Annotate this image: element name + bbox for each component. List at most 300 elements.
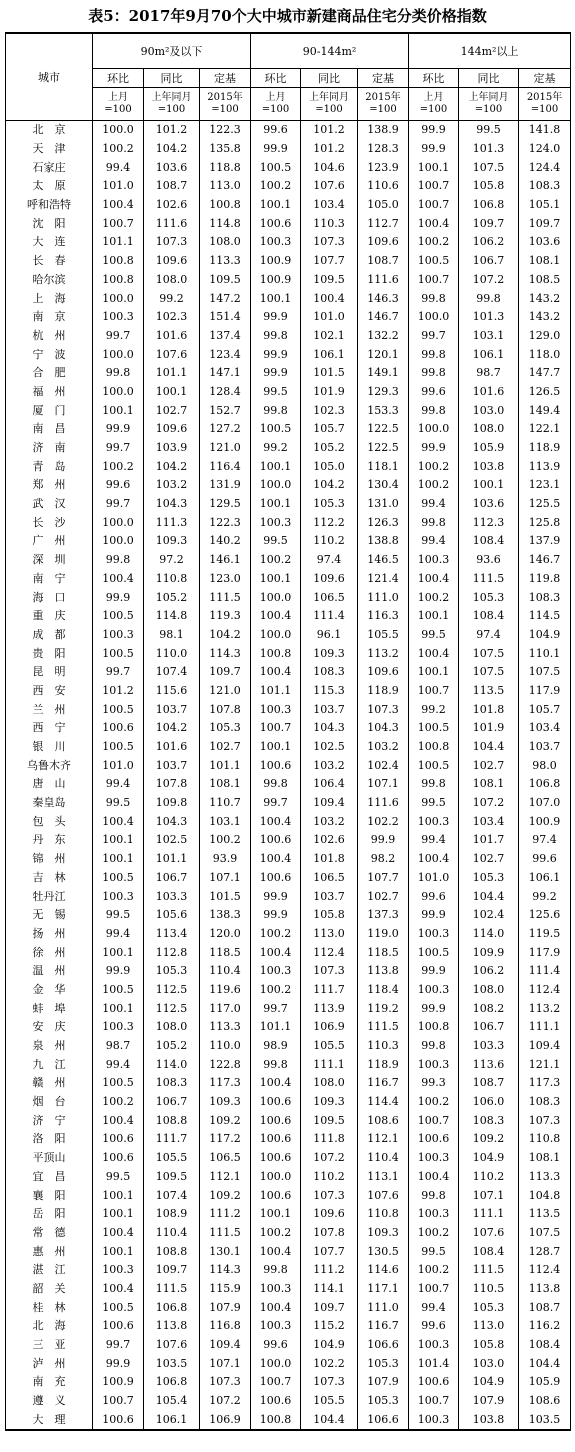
cell-medium-mom: 100.6 xyxy=(251,1186,301,1205)
cell-large-yoy: 106.7 xyxy=(459,252,519,271)
cell-large-yoy: 97.4 xyxy=(459,626,519,645)
table-row xyxy=(6,457,571,476)
cell-medium-base: 137.3 xyxy=(358,906,409,925)
cell-city: 南 宁 xyxy=(6,570,93,589)
cell-large-base: 118.9 xyxy=(519,439,571,458)
cell-large-base: 146.7 xyxy=(519,551,571,570)
cell-large-base: 109.4 xyxy=(519,1037,571,1056)
cell-medium-mom: 100.1 xyxy=(251,457,301,476)
cell-small-base: 107.9 xyxy=(200,1298,251,1317)
cell-small-yoy: 103.6 xyxy=(144,158,200,177)
cell-medium-base: 105.3 xyxy=(358,1354,409,1373)
cell-city: 南 昌 xyxy=(6,420,93,439)
cell-city: 厦 门 xyxy=(6,401,93,420)
cell-large-mom: 100.3 xyxy=(409,1055,459,1074)
cell-medium-base: 109.3 xyxy=(358,1224,409,1243)
cell-small-base: 138.3 xyxy=(200,906,251,925)
cell-medium-mom: 100.3 xyxy=(251,233,301,252)
cell-medium-yoy: 107.7 xyxy=(301,1242,358,1261)
cell-small-base: 110.7 xyxy=(200,794,251,813)
cell-medium-base: 107.6 xyxy=(358,1186,409,1205)
cell-small-yoy: 101.1 xyxy=(144,850,200,869)
cell-medium-mom: 100.0 xyxy=(251,1354,301,1373)
cell-large-yoy: 99.8 xyxy=(459,289,519,308)
cell-large-base: 114.5 xyxy=(519,607,571,626)
cell-small-yoy: 111.3 xyxy=(144,513,200,532)
cell-medium-base: 98.2 xyxy=(358,850,409,869)
cell-small-mom: 100.9 xyxy=(93,1373,144,1392)
cell-medium-yoy: 112.2 xyxy=(301,513,358,532)
table-row xyxy=(6,943,571,962)
cell-small-base: 110.4 xyxy=(200,962,251,981)
cell-medium-base: 146.5 xyxy=(358,551,409,570)
cell-large-yoy: 107.5 xyxy=(459,644,519,663)
base-header-line: 上年同月 xyxy=(309,92,350,103)
table-row xyxy=(6,962,571,981)
cell-large-yoy: 113.5 xyxy=(459,682,519,701)
cell-medium-mom: 98.9 xyxy=(251,1037,301,1056)
cell-small-yoy: 97.2 xyxy=(144,551,200,570)
cell-city: 哈尔滨 xyxy=(6,271,93,290)
cell-medium-yoy: 107.2 xyxy=(301,1149,358,1168)
cell-large-base: 137.9 xyxy=(519,532,571,551)
sub-header-fixed-base: 定基 xyxy=(519,69,571,88)
cell-city: 长 沙 xyxy=(6,513,93,532)
cell-medium-yoy: 104.6 xyxy=(301,158,358,177)
cell-small-mom: 100.5 xyxy=(93,644,144,663)
cell-city: 南 京 xyxy=(6,308,93,327)
cell-small-yoy: 103.3 xyxy=(144,887,200,906)
cell-large-mom: 99.4 xyxy=(409,532,459,551)
base-header-last-month xyxy=(251,88,301,121)
cell-small-yoy: 109.3 xyxy=(144,532,200,551)
cell-large-yoy: 109.7 xyxy=(459,214,519,233)
cell-city: 锦 州 xyxy=(6,850,93,869)
cell-small-base: 101.5 xyxy=(200,887,251,906)
cell-medium-yoy: 108.3 xyxy=(301,663,358,682)
cell-medium-yoy: 105.8 xyxy=(301,906,358,925)
table-row xyxy=(6,925,571,944)
cell-medium-mom: 99.8 xyxy=(251,401,301,420)
cell-medium-yoy: 101.2 xyxy=(301,140,358,159)
sub-header-yoy: 同比 xyxy=(144,69,200,88)
cell-large-yoy: 98.7 xyxy=(459,364,519,383)
cell-medium-mom: 99.8 xyxy=(251,1261,301,1280)
cell-small-mom: 100.3 xyxy=(93,1261,144,1280)
cell-small-yoy: 111.5 xyxy=(144,1280,200,1299)
cell-small-mom: 100.1 xyxy=(93,943,144,962)
cell-medium-mom: 100.4 xyxy=(251,663,301,682)
table-row xyxy=(6,756,571,775)
cell-large-base: 143.2 xyxy=(519,289,571,308)
cell-small-mom: 100.2 xyxy=(93,140,144,159)
cell-large-yoy: 103.0 xyxy=(459,401,519,420)
cell-small-base: 103.1 xyxy=(200,812,251,831)
cell-large-base: 108.3 xyxy=(519,177,571,196)
cell-medium-mom: 100.7 xyxy=(251,1373,301,1392)
cell-large-yoy: 108.2 xyxy=(459,999,519,1018)
cell-small-base: 106.9 xyxy=(200,1410,251,1430)
cell-medium-mom: 100.1 xyxy=(251,495,301,514)
cell-small-yoy: 104.3 xyxy=(144,495,200,514)
cell-large-base: 105.7 xyxy=(519,700,571,719)
cell-small-yoy: 104.2 xyxy=(144,719,200,738)
cell-medium-mom: 100.1 xyxy=(251,196,301,215)
cell-large-mom: 100.2 xyxy=(409,233,459,252)
cell-medium-yoy: 108.0 xyxy=(301,1074,358,1093)
cell-medium-base: 122.5 xyxy=(358,420,409,439)
cell-city: 宁 波 xyxy=(6,345,93,364)
cell-small-yoy: 112.5 xyxy=(144,981,200,1000)
base-header-line: 上年同月 xyxy=(468,92,509,103)
cell-medium-base: 130.5 xyxy=(358,1242,409,1261)
cell-large-mom: 100.1 xyxy=(409,607,459,626)
cell-large-mom: 100.7 xyxy=(409,1111,459,1130)
cell-small-base: 107.2 xyxy=(200,1392,251,1411)
cell-medium-base: 102.7 xyxy=(358,887,409,906)
cell-large-mom: 100.3 xyxy=(409,1205,459,1224)
table-row xyxy=(6,570,571,589)
cell-large-yoy: 106.8 xyxy=(459,196,519,215)
cell-city: 遵 义 xyxy=(6,1392,93,1411)
cell-medium-mom: 100.6 xyxy=(251,1149,301,1168)
cell-large-yoy: 106.1 xyxy=(459,345,519,364)
cell-large-mom: 100.2 xyxy=(409,1093,459,1112)
cell-medium-yoy: 109.7 xyxy=(301,1298,358,1317)
cell-large-base: 99.6 xyxy=(519,850,571,869)
cell-medium-mom: 99.6 xyxy=(251,121,301,140)
cell-large-mom: 99.8 xyxy=(409,289,459,308)
cell-small-base: 100.8 xyxy=(200,196,251,215)
cell-large-mom: 100.8 xyxy=(409,1018,459,1037)
cell-large-base: 97.4 xyxy=(519,831,571,850)
cell-small-yoy: 105.5 xyxy=(144,1149,200,1168)
table-row xyxy=(6,1261,571,1280)
table-row xyxy=(6,327,571,346)
cell-large-yoy: 108.1 xyxy=(459,775,519,794)
cell-small-mom: 100.8 xyxy=(93,252,144,271)
cell-large-base: 118.0 xyxy=(519,345,571,364)
table-row xyxy=(6,1373,571,1392)
cell-city: 沈 阳 xyxy=(6,214,93,233)
cell-small-yoy: 109.6 xyxy=(144,252,200,271)
cell-medium-yoy: 104.9 xyxy=(301,1336,358,1355)
cell-small-mom: 99.4 xyxy=(93,1055,144,1074)
cell-small-yoy: 103.5 xyxy=(144,1354,200,1373)
cell-medium-yoy: 110.3 xyxy=(301,214,358,233)
cell-medium-mom: 100.4 xyxy=(251,850,301,869)
table-row xyxy=(6,1317,571,1336)
cell-small-base: 130.1 xyxy=(200,1242,251,1261)
table-row xyxy=(6,1130,571,1149)
base-header-last-year xyxy=(459,88,519,121)
cell-small-mom: 100.5 xyxy=(93,1074,144,1093)
table-row xyxy=(6,1186,571,1205)
cell-medium-yoy: 96.1 xyxy=(301,626,358,645)
cell-city: 重 庆 xyxy=(6,607,93,626)
cell-large-base: 123.1 xyxy=(519,476,571,495)
cell-medium-mom: 100.4 xyxy=(251,1298,301,1317)
cell-large-mom: 100.3 xyxy=(409,551,459,570)
cell-large-yoy: 99.5 xyxy=(459,121,519,140)
cell-small-mom: 99.7 xyxy=(93,1336,144,1355)
cell-small-yoy: 104.3 xyxy=(144,812,200,831)
cell-medium-base: 118.5 xyxy=(358,943,409,962)
cell-medium-yoy: 105.3 xyxy=(301,495,358,514)
cell-small-mom: 98.7 xyxy=(93,1037,144,1056)
cell-large-mom: 99.3 xyxy=(409,1074,459,1093)
cell-city: 三 亚 xyxy=(6,1336,93,1355)
cell-small-yoy: 110.8 xyxy=(144,570,200,589)
cell-medium-base: 107.7 xyxy=(358,869,409,888)
table-title: 表5：2017年9月70个大中城市新建商品住宅分类价格指数 xyxy=(88,7,487,25)
cell-large-mom: 100.6 xyxy=(409,1373,459,1392)
cell-small-yoy: 111.6 xyxy=(144,214,200,233)
cell-medium-yoy: 113.0 xyxy=(301,925,358,944)
cell-large-mom: 99.6 xyxy=(409,383,459,402)
cell-small-base: 140.2 xyxy=(200,532,251,551)
cell-medium-base: 116.3 xyxy=(358,607,409,626)
cell-large-mom: 99.9 xyxy=(409,121,459,140)
cell-medium-mom: 100.4 xyxy=(251,943,301,962)
cell-small-mom: 100.6 xyxy=(93,1130,144,1149)
cell-large-yoy: 102.4 xyxy=(459,906,519,925)
cell-medium-yoy: 109.5 xyxy=(301,1111,358,1130)
group-header-medium: 90-144m² xyxy=(251,33,409,69)
cell-large-base: 116.2 xyxy=(519,1317,571,1336)
cell-small-mom: 100.2 xyxy=(93,1093,144,1112)
base-header-line: 2015年 xyxy=(207,92,243,103)
cell-city: 天 津 xyxy=(6,140,93,159)
cell-large-base: 128.7 xyxy=(519,1242,571,1261)
sub-header-mom: 环比 xyxy=(93,69,144,88)
cell-medium-base: 110.6 xyxy=(358,177,409,196)
cell-small-mom: 100.5 xyxy=(93,1298,144,1317)
base-header-line: =100 xyxy=(315,104,343,115)
cell-small-mom: 99.7 xyxy=(93,495,144,514)
cell-city: 青 岛 xyxy=(6,457,93,476)
cell-small-mom: 99.9 xyxy=(93,588,144,607)
cell-large-mom: 100.2 xyxy=(409,588,459,607)
cell-medium-yoy: 101.8 xyxy=(301,850,358,869)
cell-large-yoy: 106.0 xyxy=(459,1093,519,1112)
cell-large-base: 103.7 xyxy=(519,738,571,757)
cell-large-yoy: 106.2 xyxy=(459,233,519,252)
cell-small-mom: 100.4 xyxy=(93,1280,144,1299)
cell-small-yoy: 102.3 xyxy=(144,308,200,327)
cell-large-yoy: 114.0 xyxy=(459,925,519,944)
cell-small-mom: 100.5 xyxy=(93,981,144,1000)
cell-large-mom: 100.3 xyxy=(409,1336,459,1355)
cell-large-yoy: 101.8 xyxy=(459,700,519,719)
cell-medium-yoy: 109.4 xyxy=(301,794,358,813)
table-row xyxy=(6,1392,571,1411)
cell-medium-mom: 100.9 xyxy=(251,252,301,271)
cell-medium-mom: 100.0 xyxy=(251,476,301,495)
cell-small-mom: 99.7 xyxy=(93,327,144,346)
cell-medium-yoy: 97.4 xyxy=(301,551,358,570)
table-row xyxy=(6,700,571,719)
cell-large-mom: 99.5 xyxy=(409,626,459,645)
cell-medium-yoy: 115.2 xyxy=(301,1317,358,1336)
cell-small-base: 114.3 xyxy=(200,1261,251,1280)
cell-large-base: 100.9 xyxy=(519,812,571,831)
cell-large-base: 103.4 xyxy=(519,719,571,738)
base-header-line: =100 xyxy=(157,104,186,115)
cell-small-base: 118.5 xyxy=(200,943,251,962)
cell-large-mom: 100.7 xyxy=(409,196,459,215)
cell-large-base: 125.8 xyxy=(519,513,571,532)
cell-large-yoy: 107.2 xyxy=(459,794,519,813)
base-header-line: =100 xyxy=(104,104,132,115)
cell-large-mom: 100.0 xyxy=(409,308,459,327)
cell-large-yoy: 110.2 xyxy=(459,1168,519,1187)
cell-small-mom: 99.9 xyxy=(93,420,144,439)
table-row xyxy=(6,775,571,794)
base-header-last-month xyxy=(93,88,144,121)
cell-large-yoy: 105.9 xyxy=(459,439,519,458)
cell-medium-yoy: 105.0 xyxy=(301,457,358,476)
cell-city: 蚌 埠 xyxy=(6,999,93,1018)
base-header-line: 上年同月 xyxy=(151,92,192,103)
table-row xyxy=(6,532,571,551)
base-header-last-month xyxy=(409,88,459,121)
cell-large-base: 119.5 xyxy=(519,925,571,944)
cell-city: 惠 州 xyxy=(6,1242,93,1261)
cell-large-base: 108.7 xyxy=(519,1298,571,1317)
cell-medium-base: 112.1 xyxy=(358,1130,409,1149)
cell-medium-mom: 100.1 xyxy=(251,570,301,589)
cell-small-yoy: 105.6 xyxy=(144,906,200,925)
cell-large-base: 106.8 xyxy=(519,775,571,794)
cell-large-yoy: 100.1 xyxy=(459,476,519,495)
cell-medium-yoy: 111.7 xyxy=(301,981,358,1000)
table-row xyxy=(6,1018,571,1037)
table-row xyxy=(6,495,571,514)
table-row xyxy=(6,401,571,420)
cell-small-mom: 100.1 xyxy=(93,999,144,1018)
cell-medium-base: 123.9 xyxy=(358,158,409,177)
cell-medium-mom: 99.9 xyxy=(251,364,301,383)
cell-small-mom: 101.0 xyxy=(93,177,144,196)
cell-medium-mom: 100.2 xyxy=(251,981,301,1000)
cell-small-base: 113.3 xyxy=(200,1018,251,1037)
cell-medium-base: 103.2 xyxy=(358,738,409,757)
cell-medium-base: 110.8 xyxy=(358,1205,409,1224)
cell-large-base: 117.9 xyxy=(519,682,571,701)
table-row xyxy=(6,626,571,645)
cell-small-yoy: 101.6 xyxy=(144,738,200,757)
cell-medium-mom: 100.4 xyxy=(251,1074,301,1093)
cell-medium-base: 105.0 xyxy=(358,196,409,215)
cell-medium-base: 117.1 xyxy=(358,1280,409,1299)
cell-city: 兰 州 xyxy=(6,700,93,719)
cell-medium-yoy: 107.3 xyxy=(301,1373,358,1392)
cell-medium-base: 114.6 xyxy=(358,1261,409,1280)
cell-small-yoy: 114.8 xyxy=(144,607,200,626)
cell-small-mom: 100.0 xyxy=(93,513,144,532)
cell-medium-base: 105.5 xyxy=(358,626,409,645)
cell-medium-base: 111.6 xyxy=(358,271,409,290)
cell-large-mom: 100.1 xyxy=(409,663,459,682)
cell-medium-base: 130.4 xyxy=(358,476,409,495)
cell-large-mom: 99.8 xyxy=(409,345,459,364)
table-row xyxy=(6,476,571,495)
table-row xyxy=(6,383,571,402)
cell-small-base: 107.8 xyxy=(200,700,251,719)
cell-medium-yoy: 113.9 xyxy=(301,999,358,1018)
cell-medium-yoy: 112.4 xyxy=(301,943,358,962)
table-row xyxy=(6,1055,571,1074)
cell-small-base: 111.2 xyxy=(200,1205,251,1224)
table-row xyxy=(6,719,571,738)
cell-small-base: 117.3 xyxy=(200,1074,251,1093)
cell-medium-yoy: 109.6 xyxy=(301,1205,358,1224)
cell-city: 吉 林 xyxy=(6,869,93,888)
cell-small-base: 151.4 xyxy=(200,308,251,327)
cell-small-base: 121.0 xyxy=(200,439,251,458)
cell-large-base: 143.2 xyxy=(519,308,571,327)
cell-medium-mom: 99.9 xyxy=(251,887,301,906)
cell-city: 乌鲁木齐 xyxy=(6,756,93,775)
cell-medium-mom: 100.6 xyxy=(251,1392,301,1411)
cell-large-mom: 100.7 xyxy=(409,271,459,290)
cell-medium-base: 119.2 xyxy=(358,999,409,1018)
base-header-2015 xyxy=(200,88,251,121)
cell-small-mom: 100.3 xyxy=(93,626,144,645)
sub-header-fixed-base: 定基 xyxy=(200,69,251,88)
cell-medium-yoy: 101.2 xyxy=(301,121,358,140)
cell-large-base: 108.3 xyxy=(519,588,571,607)
table-header xyxy=(6,33,571,121)
cell-medium-base: 107.1 xyxy=(358,775,409,794)
cell-small-base: 102.7 xyxy=(200,738,251,757)
table-row xyxy=(6,607,571,626)
table-row xyxy=(6,177,571,196)
cell-small-mom: 99.4 xyxy=(93,925,144,944)
cell-medium-yoy: 114.1 xyxy=(301,1280,358,1299)
cell-medium-yoy: 107.3 xyxy=(301,1186,358,1205)
cell-small-yoy: 108.3 xyxy=(144,1074,200,1093)
cell-city: 宜 昌 xyxy=(6,1168,93,1187)
cell-large-yoy: 93.6 xyxy=(459,551,519,570)
cell-large-mom: 100.3 xyxy=(409,1149,459,1168)
cell-large-yoy: 111.1 xyxy=(459,1205,519,1224)
cell-medium-base: 113.8 xyxy=(358,962,409,981)
cell-large-base: 119.8 xyxy=(519,570,571,589)
cell-small-mom: 100.3 xyxy=(93,887,144,906)
cell-medium-base: 112.7 xyxy=(358,214,409,233)
cell-medium-base: 110.3 xyxy=(358,1037,409,1056)
cell-small-base: 109.4 xyxy=(200,1336,251,1355)
cell-small-yoy: 103.7 xyxy=(144,700,200,719)
cell-medium-mom: 99.9 xyxy=(251,906,301,925)
base-header-line: 2015年 xyxy=(526,92,563,103)
cell-small-base: 131.9 xyxy=(200,476,251,495)
cell-medium-mom: 100.1 xyxy=(251,738,301,757)
cell-medium-yoy: 101.5 xyxy=(301,364,358,383)
cell-city: 湛 江 xyxy=(6,1261,93,1280)
cell-small-base: 120.0 xyxy=(200,925,251,944)
base-header-line: =100 xyxy=(369,104,397,115)
table-row xyxy=(6,999,571,1018)
cell-medium-mom: 100.8 xyxy=(251,1410,301,1430)
cell-small-base: 109.7 xyxy=(200,663,251,682)
cell-large-mom: 99.6 xyxy=(409,1317,459,1336)
table-row xyxy=(6,1280,571,1299)
cell-small-yoy: 110.0 xyxy=(144,644,200,663)
cell-small-base: 108.0 xyxy=(200,233,251,252)
